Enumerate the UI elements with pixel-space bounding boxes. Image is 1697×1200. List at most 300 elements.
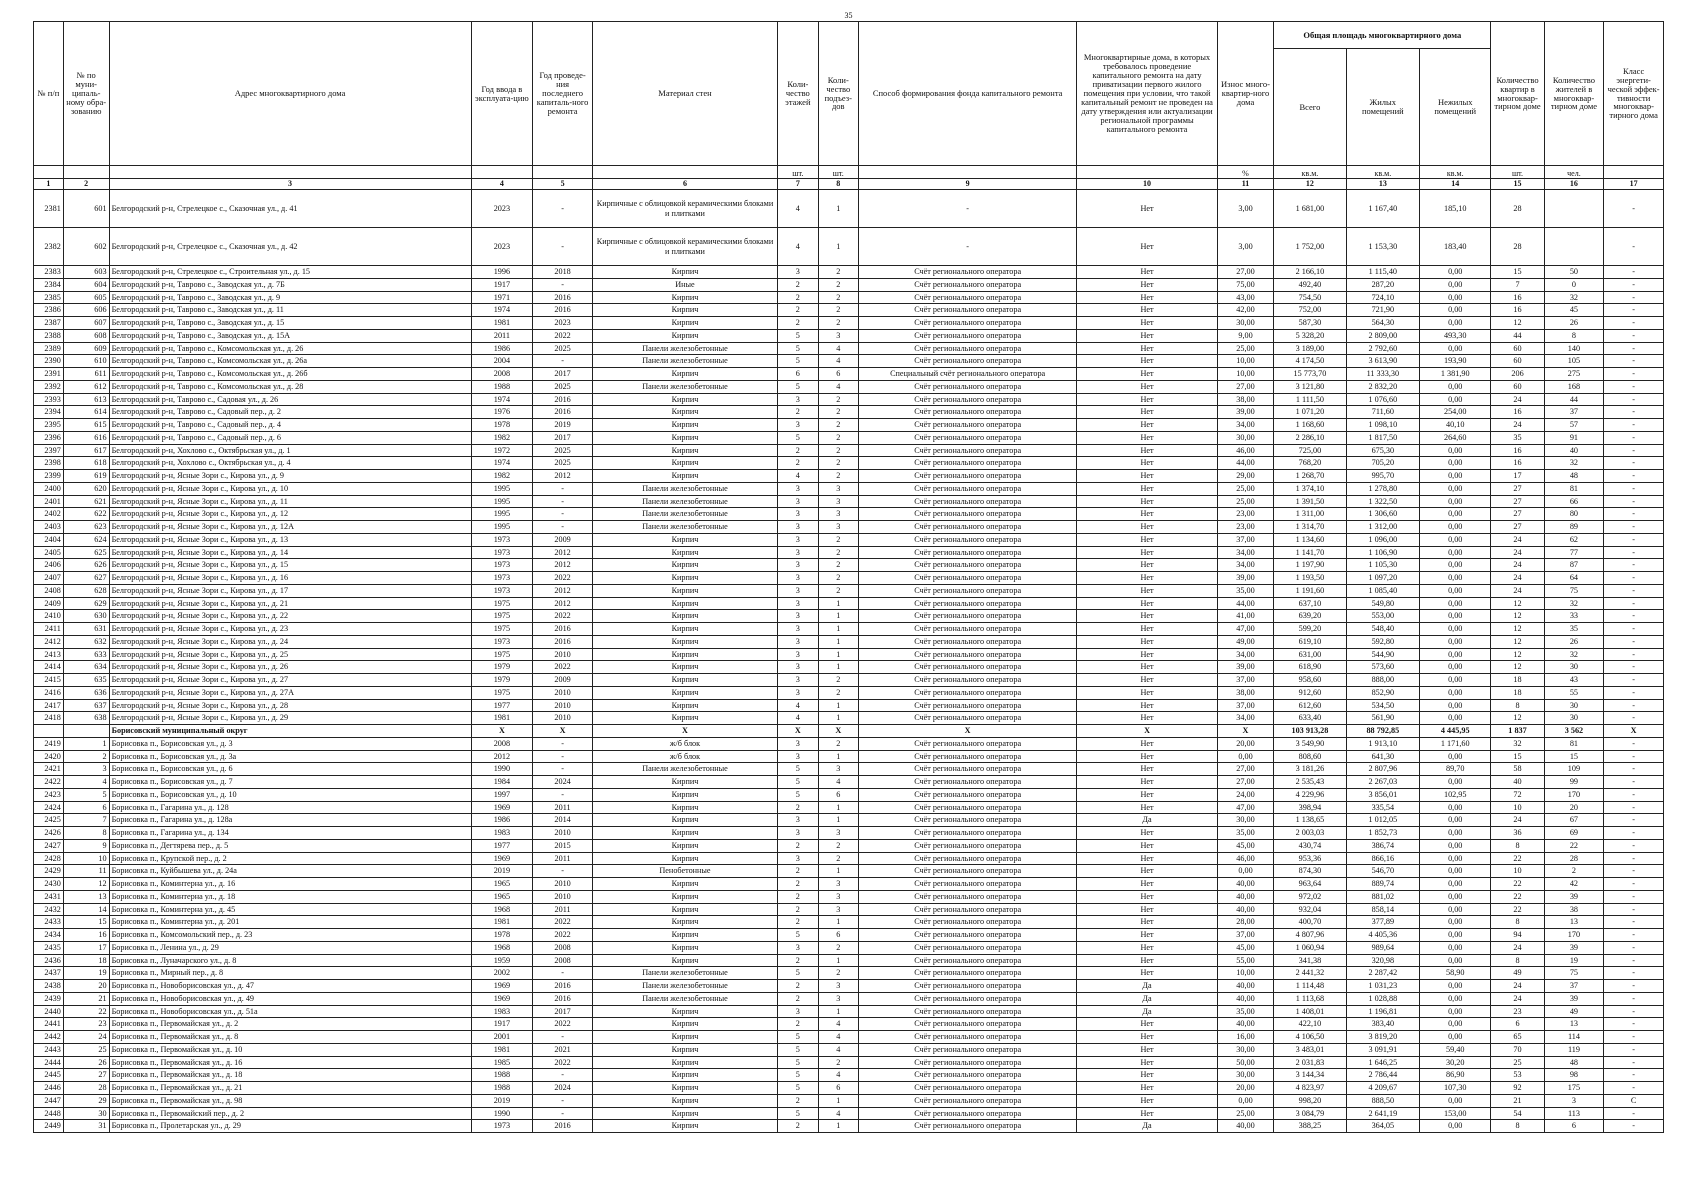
municipal-number: 622 [63,508,109,521]
year-built: 1977 [471,699,533,712]
year-built: 1973 [471,559,533,572]
fund-method: Счёт регионального оператора [859,827,1077,840]
entrances: 3 [818,827,858,840]
entrances: 2 [818,406,858,419]
area-residential: 721,90 [1346,304,1419,317]
municipal-number: 633 [63,648,109,661]
header-area-total: Всего [1274,49,1346,166]
energy-class: - [1604,635,1664,648]
table-row [34,674,1664,687]
address: Белгородский р-н, Ясные Зори с., Кирова ул., д. 25 [109,648,471,661]
area-residential: 564,30 [1346,317,1419,330]
residents-count: 35 [1544,623,1604,636]
apartments-count: 24 [1491,941,1544,954]
last-repair-year: 2008 [533,954,593,967]
address: Борисовка п., Борисовская ул., д. 6 [109,763,471,776]
address: Борисовка п., Куйбышева ул., д. 24а [109,865,471,878]
unit-entrances: шт. [818,166,858,179]
table-row [34,623,1664,636]
wear-percent: 30,00 [1217,814,1273,827]
wear-percent: 25,00 [1217,495,1273,508]
repair-required: Нет [1077,635,1218,648]
apartments-count: 12 [1491,610,1544,623]
area-total: 1 138,65 [1274,814,1346,827]
address: Белгородский р-н, Таврово с., Садовый пер., д. 6 [109,431,471,444]
address: Белгородский р-н, Ясные Зори с., Кирова ул., д. 28 [109,699,471,712]
wear-percent: 24,00 [1217,788,1273,801]
fund-method: Счёт регионального оператора [859,788,1077,801]
entrances: 1 [818,801,858,814]
entrances: 2 [818,584,858,597]
apartments-count: 8 [1491,839,1544,852]
wall-material: Кирпич [592,878,777,891]
fund-method: Счёт регионального оператора [859,916,1077,929]
address: Белгородский р-н, Ясные Зори с., Кирова ул., д. 21 [109,597,471,610]
area-nonresidential: 493,30 [1420,329,1491,342]
area-total: 2 166,10 [1274,266,1346,279]
fund-method: Счёт регионального оператора [859,444,1077,457]
repair-required: Нет [1077,929,1218,942]
table-row [34,903,1664,916]
address: Белгородский р-н, Ясные Зори с., Кирова ул., д. 10 [109,482,471,495]
municipal-number: 616 [63,431,109,444]
area-total: 808,60 [1274,750,1346,763]
entrances: 4 [818,776,858,789]
area-nonresidential: 0,00 [1420,980,1491,993]
row-number: 2439 [34,992,64,1005]
repair-required: Да [1077,980,1218,993]
floors: 2 [778,878,818,891]
apartments-count: 49 [1491,967,1544,980]
area-residential: 548,40 [1346,623,1419,636]
energy-class: - [1604,623,1664,636]
last-repair-year: 2012 [533,559,593,572]
table-row [34,635,1664,648]
address: Борисовка п., Коминтерна ул., д. 18 [109,890,471,903]
area-residential: 705,20 [1346,457,1419,470]
column-number: 16 [1544,179,1604,190]
repair-required: Нет [1077,686,1218,699]
area-residential: 386,74 [1346,839,1419,852]
floors: 2 [778,980,818,993]
address: Белгородский р-н, Хохлово с., Октябрьская ул., д. 4 [109,457,471,470]
year-built: 1969 [471,992,533,1005]
municipal-number: 604 [63,278,109,291]
area-residential: 561,90 [1346,712,1419,725]
area-total: 1 193,50 [1274,572,1346,585]
wall-material: Кирпич [592,890,777,903]
unit-floors: шт. [778,166,818,179]
floors: 5 [778,1069,818,1082]
entrances: 6 [818,788,858,801]
year-built: 1974 [471,457,533,470]
municipal-number: 636 [63,686,109,699]
row-number: 2393 [34,393,64,406]
column-number: 15 [1491,179,1544,190]
last-repair-year: - [533,737,593,750]
wear-percent: 10,00 [1217,355,1273,368]
repair-required: Нет [1077,482,1218,495]
address: Белгородский р-н, Ясные Зори с., Кирова ул., д. 27А [109,686,471,699]
fund-method: - [859,190,1077,228]
residents-count: 168 [1544,380,1604,393]
area-total: 103 913,28 [1274,725,1346,738]
wear-percent: 34,00 [1217,546,1273,559]
energy-class: - [1604,444,1664,457]
area-total: 1 268,70 [1274,470,1346,483]
wall-material: Кирпич [592,368,777,381]
area-total: 752,00 [1274,304,1346,317]
municipal-number: 607 [63,317,109,330]
apartments-count: 16 [1491,444,1544,457]
year-built: 1975 [471,648,533,661]
apartments-count: 24 [1491,980,1544,993]
area-nonresidential: 0,00 [1420,827,1491,840]
table-row [34,368,1664,381]
row-number: 2407 [34,572,64,585]
wear-percent: 25,00 [1217,342,1273,355]
row-number: 2413 [34,648,64,661]
residents-count: 40 [1544,444,1604,457]
area-nonresidential: 264,60 [1420,431,1491,444]
wear-percent: 46,00 [1217,444,1273,457]
fund-method: Счёт регионального оператора [859,623,1077,636]
area-nonresidential: 0,00 [1420,750,1491,763]
repair-required: Нет [1077,495,1218,508]
area-nonresidential: 0,00 [1420,291,1491,304]
wear-percent: 27,00 [1217,380,1273,393]
last-repair-year: - [533,1107,593,1120]
row-number: 2406 [34,559,64,572]
column-number: 3 [109,179,471,190]
energy-class: - [1604,380,1664,393]
municipal-number: 29 [63,1094,109,1107]
wear-percent: 46,00 [1217,852,1273,865]
last-repair-year: - [533,763,593,776]
area-total: 963,64 [1274,878,1346,891]
header-address: Адрес многоквартирного дома [109,22,471,166]
wall-material: Кирпич [592,406,777,419]
apartments-count: 18 [1491,686,1544,699]
page-number: 35 [844,11,853,20]
table-row [34,521,1664,534]
area-residential: 1 312,00 [1346,521,1419,534]
table-row [34,393,1664,406]
entrances: 2 [818,674,858,687]
repair-required: Нет [1077,406,1218,419]
entrances: 1 [818,699,858,712]
energy-class: - [1604,890,1664,903]
area-total: 4 174,50 [1274,355,1346,368]
floors: 3 [778,750,818,763]
unit-apartments: шт. [1491,166,1544,179]
entrances: 4 [818,380,858,393]
year-built: 1981 [471,317,533,330]
table-row [34,342,1664,355]
residents-count: 20 [1544,801,1604,814]
apartments-count: 53 [1491,1069,1544,1082]
apartments-count: 8 [1491,1120,1544,1133]
address: Борисовка п., Гагарина ул., д. 128 [109,801,471,814]
area-nonresidential: 0,00 [1420,814,1491,827]
entrances: 2 [818,839,858,852]
address: Белгородский р-н, Ясные Зори с., Кирова ул., д. 27 [109,674,471,687]
area-total: 398,94 [1274,801,1346,814]
floors: 4 [778,228,818,266]
floors: 2 [778,304,818,317]
wall-material: Кирпич [592,266,777,279]
apartments-count: 12 [1491,317,1544,330]
wear-percent: 40,00 [1217,1120,1273,1133]
header-area-nonresidential: Нежилых помещений [1420,49,1491,166]
wall-material: Панели железобетонные [592,763,777,776]
area-total: 341,38 [1274,954,1346,967]
municipal-number: 26 [63,1056,109,1069]
area-nonresidential: 0,00 [1420,699,1491,712]
energy-class: - [1604,1107,1664,1120]
last-repair-year: - [533,967,593,980]
repair-required: Нет [1077,916,1218,929]
area-nonresidential: 0,00 [1420,916,1491,929]
wear-percent: 40,00 [1217,903,1273,916]
unit-cell [859,166,1077,179]
floors: 3 [778,623,818,636]
address: Борисовка п., Новоборисовская ул., д. 49 [109,992,471,1005]
last-repair-year: 2023 [533,317,593,330]
repair-required: Нет [1077,559,1218,572]
row-number: 2388 [34,329,64,342]
apartments-count: 22 [1491,852,1544,865]
municipal-number: 25 [63,1043,109,1056]
wall-material: Панели железобетонные [592,980,777,993]
repair-required: Да [1077,1120,1218,1133]
repair-required: Да [1077,814,1218,827]
residents-count: 38 [1544,903,1604,916]
residents-count: 114 [1544,1031,1604,1044]
fund-method: Счёт регионального оператора [859,317,1077,330]
year-built: 1981 [471,1043,533,1056]
fund-method: Счёт регионального оператора [859,967,1077,980]
entrances: 2 [818,266,858,279]
residents-count: 30 [1544,661,1604,674]
year-built: 1996 [471,266,533,279]
area-nonresidential: 0,00 [1420,444,1491,457]
wear-percent: 47,00 [1217,623,1273,636]
repair-required: Нет [1077,317,1218,330]
table-row [34,1043,1664,1056]
header-energy-class: Класс энергети-ческой эффек-тивности многоквар-тирного дома [1604,22,1664,166]
wall-material: Панели железобетонные [592,495,777,508]
repair-required: Нет [1077,623,1218,636]
area-residential: 553,00 [1346,610,1419,623]
year-built: 1985 [471,1056,533,1069]
municipal-number: 31 [63,1120,109,1133]
table-row [34,1069,1664,1082]
repair-required: Нет [1077,419,1218,432]
row-number: 2445 [34,1069,64,1082]
repair-required: Нет [1077,584,1218,597]
wall-material: Кирпич [592,674,777,687]
floors: 3 [778,674,818,687]
last-repair-year: 2016 [533,980,593,993]
last-repair-year: 2025 [533,444,593,457]
address: Борисовка п., Первомайский пер., д. 2 [109,1107,471,1120]
municipal-number: 606 [63,304,109,317]
area-residential: 1 012,05 [1346,814,1419,827]
fund-method: Счёт регионального оператора [859,597,1077,610]
repair-required: Нет [1077,266,1218,279]
wear-percent: 30,00 [1217,431,1273,444]
area-nonresidential: 0,00 [1420,610,1491,623]
year-built: 1988 [471,380,533,393]
repair-required: Нет [1077,839,1218,852]
area-total: 1 311,00 [1274,508,1346,521]
row-number: 2436 [34,954,64,967]
fund-method: Счёт регионального оператора [859,712,1077,725]
area-residential: 3 613,90 [1346,355,1419,368]
apartments-count: 16 [1491,304,1544,317]
row-number: 2422 [34,776,64,789]
wall-material: Кирпич [592,1107,777,1120]
apartments-count: 6 [1491,1018,1544,1031]
address: Белгородский р-н, Ясные Зори с., Кирова ул., д. 16 [109,572,471,585]
municipal-number: 617 [63,444,109,457]
year-built: 1973 [471,635,533,648]
entrances: 1 [818,228,858,266]
repair-required: Нет [1077,1107,1218,1120]
fund-method: Счёт регионального оператора [859,393,1077,406]
year-built: 1975 [471,623,533,636]
municipal-number: 621 [63,495,109,508]
address: Белгородский р-н, Ясные Зори с., Кирова ул., д. 12А [109,521,471,534]
area-residential: 858,14 [1346,903,1419,916]
table-row [34,457,1664,470]
last-repair-year: 2011 [533,801,593,814]
fund-method: Счёт регионального оператора [859,406,1077,419]
area-nonresidential: 0,00 [1420,623,1491,636]
residents-count: 87 [1544,559,1604,572]
fund-method: Счёт регионального оператора [859,610,1077,623]
repair-required: Нет [1077,291,1218,304]
energy-class: - [1604,291,1664,304]
municipal-number: 20 [63,980,109,993]
apartments-count: 24 [1491,572,1544,585]
wear-percent: 38,00 [1217,686,1273,699]
area-residential: 3 091,91 [1346,1043,1419,1056]
repair-required: Нет [1077,661,1218,674]
repair-required: Нет [1077,954,1218,967]
apartments-count: 54 [1491,1107,1544,1120]
fund-method: Счёт регионального оператора [859,533,1077,546]
area-residential: 852,90 [1346,686,1419,699]
energy-class: X [1604,725,1664,738]
area-total: 3 483,01 [1274,1043,1346,1056]
year-built: 1971 [471,291,533,304]
repair-required: Нет [1077,533,1218,546]
row-number: 2433 [34,916,64,929]
residents-count: 19 [1544,954,1604,967]
area-nonresidential: 254,00 [1420,406,1491,419]
row-number: 2416 [34,686,64,699]
wear-percent: 30,00 [1217,317,1273,330]
last-repair-year: 2022 [533,610,593,623]
floors: 5 [778,1082,818,1095]
unit-area-nonresidential: кв.м. [1420,166,1491,179]
municipal-number: 4 [63,776,109,789]
apartments-count: 92 [1491,1082,1544,1095]
residents-count: 49 [1544,1005,1604,1018]
energy-class: - [1604,992,1664,1005]
fund-method: Счёт регионального оператора [859,635,1077,648]
row-number: 2400 [34,482,64,495]
last-repair-year: 2016 [533,992,593,1005]
wall-material: Кирпич [592,572,777,585]
energy-class: - [1604,1031,1664,1044]
wear-percent: 10,00 [1217,368,1273,381]
entrances: 4 [818,1107,858,1120]
wall-material: Кирпич [592,929,777,942]
repair-required: Нет [1077,699,1218,712]
area-residential: 1 196,81 [1346,1005,1419,1018]
area-residential: 2 832,20 [1346,380,1419,393]
last-repair-year: 2018 [533,266,593,279]
year-built: 1973 [471,546,533,559]
area-nonresidential: 0,00 [1420,992,1491,1005]
municipal-number: 27 [63,1069,109,1082]
area-total: 15 773,70 [1274,368,1346,381]
energy-class: С [1604,1094,1664,1107]
floors: 5 [778,342,818,355]
last-repair-year: 2010 [533,686,593,699]
energy-class: - [1604,342,1664,355]
entrances: 3 [818,763,858,776]
area-residential: 573,60 [1346,661,1419,674]
wall-material: Кирпич [592,597,777,610]
table-row [34,228,1664,266]
area-total: 422,10 [1274,1018,1346,1031]
entrances: 3 [818,890,858,903]
residents-count: 77 [1544,546,1604,559]
table-row [34,776,1664,789]
row-number: 2423 [34,788,64,801]
row-number: 2381 [34,190,64,228]
area-total: 3 084,79 [1274,1107,1346,1120]
year-built: 1975 [471,597,533,610]
year-built: 1982 [471,431,533,444]
area-residential: 1 646,25 [1346,1056,1419,1069]
wear-percent: 23,00 [1217,508,1273,521]
year-built: 1995 [471,495,533,508]
area-total: 754,50 [1274,291,1346,304]
column-number: 7 [778,179,818,190]
row-number: 2390 [34,355,64,368]
wall-material: Кирпич [592,559,777,572]
apartments-count: 24 [1491,992,1544,1005]
entrances: 2 [818,304,858,317]
entrances: 1 [818,635,858,648]
area-nonresidential: 0,00 [1420,482,1491,495]
wear-percent: 47,00 [1217,801,1273,814]
area-residential: 1 085,40 [1346,584,1419,597]
table-row [34,317,1664,330]
wall-material: Панели железобетонные [592,992,777,1005]
area-nonresidential: 0,00 [1420,317,1491,330]
address: Белгородский р-н, Таврово с., Садовый пер., д. 2 [109,406,471,419]
area-nonresidential: 0,00 [1420,597,1491,610]
area-total: 3 144,34 [1274,1069,1346,1082]
floors: 3 [778,508,818,521]
floors: 2 [778,291,818,304]
